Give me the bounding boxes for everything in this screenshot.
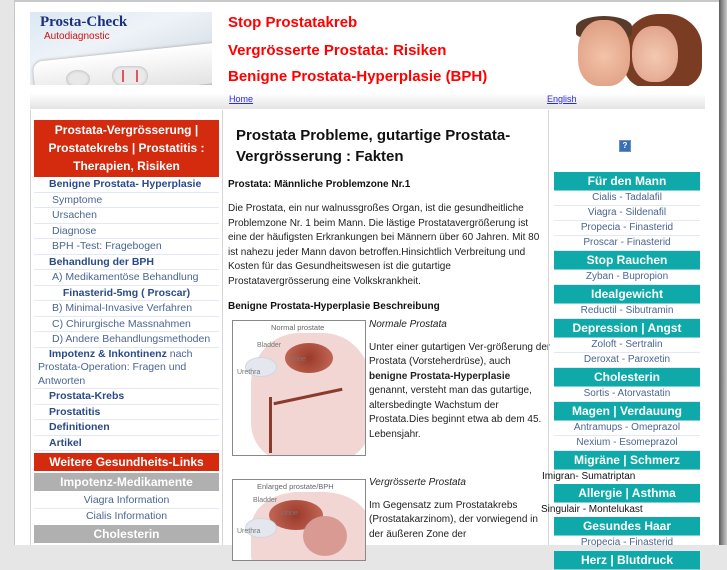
intro-paragraph: Die Prostata, ein nur walnussgroßes Organ, ist die gesundheitliche Problemzone Nr. 1 beim Mann. Die lästige Prostatavergrößerung ist eine der häufigsten Erkrankungen bei Männern über 60 Jahren. Mit 80 ist nahezu jeder Mann davon betroffen.Hinsichtlich Verbreitung und Kosten für das Gesundheitswesen ist die gutartige Prostatavergrösserung eine Volkskrankheit. [228,203,540,287]
label-urethra: Urethra [237,528,261,535]
label-urine: Urine [289,356,306,363]
impotenz-label: Impotenz & Inkontinenz [49,347,167,360]
section-magen: Magen | Verdauung [554,402,700,421]
right-sidebar [541,110,706,567]
sidebar-item-artikel[interactable]: Artikel [34,436,219,452]
sidebar-item-behandlung[interactable]: Behandlung der BPH [34,255,219,271]
link-cialis-info[interactable]: Cialis Information [85,509,168,522]
section-depression: Depression | Angst [554,319,700,338]
sidebar-item-bph[interactable]: Benigne Prostata- Hyperplasie [34,177,219,193]
sidebar-item-ursachen[interactable]: Ursachen [34,208,219,224]
link-propecia[interactable]: Propecia - Finasterid [554,221,700,236]
link-zoloft[interactable]: Zoloft - Sertralin [554,338,700,353]
figure-1-caption: Normale Prostata [369,319,447,330]
logo-subtitle: Autodiagnostic [44,31,110,42]
left-sidebar [30,110,223,545]
label-normal-prostate: Normal prostate [271,323,325,332]
main-content [228,110,548,312]
section-fuer-den-mann: Für den Mann [554,172,700,191]
label-bladder: Bladder [257,342,282,349]
section-gesundes-haar: Gesundes Haar [554,517,700,536]
sidebar-item-definitionen[interactable]: Definitionen [34,420,219,436]
figure-2-caption: Vergrösserte Prostata [369,477,466,488]
link-deroxat[interactable]: Deroxat - Paroxetin [554,353,700,368]
link-antramups[interactable]: Antramups - Omeprazol [554,421,700,436]
normal-prostate-diagram [232,320,366,456]
section-title: Benigne Prostata-Hyperplasie Beschreibung [228,301,440,312]
figure-1-text [369,318,551,442]
sidebar-item-medikamentoese[interactable]: A) Medikamentöse Behandlung [34,270,219,286]
test-line [122,70,124,82]
section-stop-rauchen: Stop Rauchen [554,251,700,270]
face [578,20,630,86]
section-herz: Herz | Blutdruck [554,551,700,570]
top-border [14,0,719,2]
section-impotenz-medikamente: Impotenz-Medikamente [34,473,219,491]
home-link[interactable]: Home [229,94,254,104]
section-cholesterin: Cholesterin [554,368,700,387]
figure-2-text [369,476,551,542]
logo-brand: Prosta-Check [40,14,128,30]
sidebar-item-bph-test[interactable]: BPH -Test: Fragebogen [34,239,219,255]
link-viagra[interactable]: Viagra - Sildenafil [554,206,700,221]
header-headlines [228,13,528,89]
figure-2-body: Im Gegensatz zum Prostatakrebs (Prostatakarzinom), der vorwiegend in der äußeren Zone der [369,499,538,540]
figure-1-body: Unter einer gutartigen Ver-größerung der Prostata (Vorsteherdrüse), auch [369,341,551,367]
label-urethra: Urethra [237,369,261,376]
test-line [136,70,138,82]
link-proscar[interactable]: Proscar - Finasterid [554,236,700,251]
left-sidebar-title: Prostata-Vergrösserung | Prostatekrebs | Prostatitis : Therapien, Risiken [34,120,219,177]
section-idealgewicht: Idealgewicht [554,285,700,304]
page-title-text: Prostata Probleme, gutartige Prostata-Vergrösserung : Fakten [236,127,511,165]
sidebar-item-chirurgische[interactable]: C) Chirurgische Massnahmen [34,317,219,333]
page-title [228,125,548,167]
sidebar-item-diagnose[interactable]: Diagnose [34,224,219,240]
link-zyban[interactable]: Zyban - Bupropion [554,270,700,285]
link-cialis[interactable]: Cialis - Tadalafil [554,191,700,206]
right-sidebar-list [541,172,700,570]
link-singulair[interactable]: Singulair - Montelukast [541,504,643,515]
prosta-check-logo[interactable] [30,12,212,85]
section-migraene: Migräne | Schmerz [554,451,700,470]
impotenz-rest: nach Prostata-Operation: Fragen und Antworten [38,347,193,387]
more-links-header: Weitere Gesundheits-Links [34,453,219,471]
link-propecia-haar[interactable]: Propecia - Finasterid [554,536,700,551]
enlarged-prostate-diagram [232,479,366,561]
section-allergie: Allergie | Asthma [554,484,700,503]
face [632,26,678,82]
test-window [112,66,148,85]
urethra-shape [269,397,272,453]
sidebar-item-finasterid[interactable]: Finasterid-5mg ( Proscar) [34,286,219,302]
label-urine: Urine [281,510,298,517]
label-enlarged-prostate: Enlarged prostate/BPH [257,482,334,491]
nav-bar [30,93,705,109]
figure-1-bold: benigne Prostata-Hyperplasie [369,370,511,382]
headline: Stop Prostatakreb [228,14,358,31]
sidebar-item-prostatitis[interactable]: Prostatitis [34,405,219,421]
headline: Vergrösserte Prostata: Risiken [228,42,447,59]
link-nexium[interactable]: Nexium - Esomeprazol [554,436,700,451]
sidebar-item-prostata-krebs[interactable]: Prostata-Krebs [34,389,219,405]
enlarged-prostate-shape [303,516,347,556]
figure-1-body-end: genannt, versteht man das gutartige, altersbedingte Wachstum der Prostata.Dies beginnt etwa ab dem 45. Lebensjahr. [369,385,542,440]
sidebar-item-symptome[interactable]: Symptome [34,193,219,209]
page-shadow [719,0,727,545]
sidebar-item-impotenz[interactable] [34,348,219,390]
label-bladder: Bladder [253,497,278,504]
couple-photo [566,12,706,86]
english-link[interactable]: English [547,94,577,104]
link-sortis[interactable]: Sortis - Atorvastatin [554,387,700,402]
section-cholesterin: Cholesterin [34,525,219,543]
test-well [66,70,90,85]
sidebar-item-minimal-invasive[interactable]: B) Minimal-Invasive Verfahren [34,301,219,317]
subtitle: Prostata: Männliche Problemzone Nr.1 [228,179,411,190]
sidebar-item-andere[interactable]: D) Andere Behandlungsmethoden [34,332,219,348]
link-imigran[interactable]: Imigran- Sumatriptan [542,471,636,482]
help-icon[interactable]: ? [619,140,631,152]
link-reductil[interactable]: Reductil - Sibutramin [554,304,700,319]
headline: Benigne Prostata-Hyperplasie (BPH) [228,68,488,85]
link-viagra-info[interactable]: Viagra Information [34,493,219,509]
